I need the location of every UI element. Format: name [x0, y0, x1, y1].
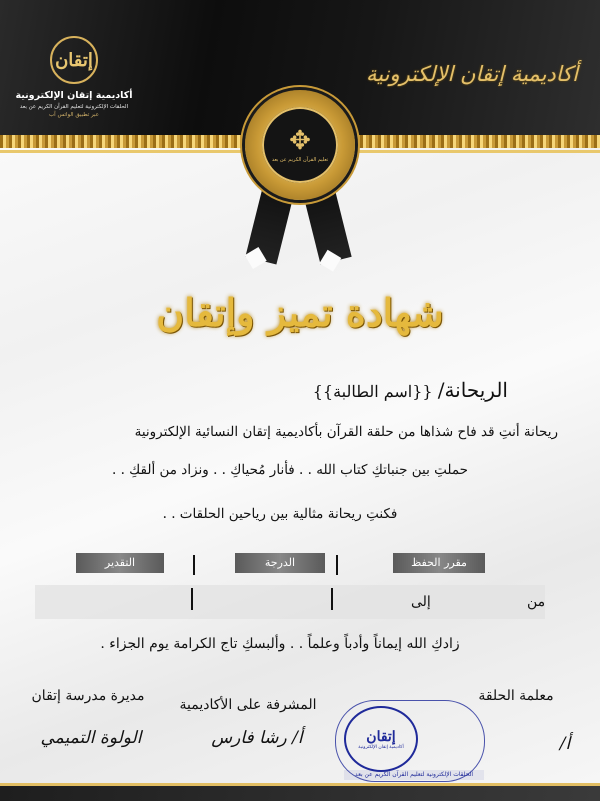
header-grade: الدرجة: [235, 553, 325, 573]
stamp-ring-text: أكاديمية إتقان الإلكترونية: [358, 744, 404, 750]
logo-tagline: الحلقات الإلكترونية لتعليم القرآن الكريم عن بعد: [19, 104, 129, 110]
column-divider: [191, 588, 193, 610]
teacher-name: أ/: [559, 734, 571, 754]
bottom-band: [0, 786, 600, 801]
principal-title: مديرة مدرسة إتقان: [31, 688, 145, 704]
closing-line: زادكِ الله إيماناً وأدباً وعلماً . . وألبسكِ تاج الكرامة يوم الجزاء .: [100, 636, 460, 652]
to-label: إلى: [411, 594, 431, 610]
column-divider: [193, 555, 195, 575]
seal-text: تعليم القرآن الكريم عن بعد: [271, 156, 329, 163]
recipient-label: الريحانة/: [437, 378, 508, 402]
stamp-mark: إتقان: [366, 728, 396, 745]
stamp-bottom-text: الحلقات الإلكترونية لتعليم القرآن الكريم عن بعد: [344, 770, 484, 780]
from-label: من: [527, 594, 546, 610]
quran-stand-icon: ✥: [289, 125, 311, 156]
certificate-title: شهادة تميز وإتقان: [156, 290, 444, 335]
header-rating: التقدير: [76, 553, 164, 573]
header-memorized: مقرر الحفظ: [393, 553, 485, 573]
logo-subtag: عبر تطبيق الواتس آب: [49, 112, 99, 118]
academy-stamp: [344, 706, 418, 772]
recipient-placeholder: {{اسم الطالبة}}: [312, 382, 433, 401]
supervisor-name: أ/ رشا فارس: [211, 728, 303, 748]
body-line-2: حملتِ بين جنباتكِ كتاب الله . . فأنار مُحياكِ . . ونزاد من ألقكِ . .: [111, 462, 469, 478]
principal-name: الولوة التميمي: [40, 728, 142, 748]
seal-center: [262, 107, 338, 183]
body-line-1: ريحانة أنتِ قد فاح شذاها من حلقة القرآن بأكاديمية إتقان النسائية الإلكترونية: [134, 424, 558, 440]
supervisor-title: المشرفة على الأكاديمية: [179, 697, 317, 713]
logo-mark-text: إتقان: [55, 49, 93, 71]
logo-name: أكاديمية إتقان الإلكترونية: [15, 90, 133, 101]
body-line-3: فكنتِ ريحانة مثالية بين رياحين الحلقات . .: [162, 506, 398, 522]
academy-logo: [14, 36, 134, 118]
column-divider: [336, 555, 338, 575]
recipient-line: [313, 378, 508, 402]
teacher-title: معلمة الحلقة: [478, 688, 554, 704]
logo-badge-icon: [50, 36, 98, 84]
table-row: [35, 585, 545, 619]
academy-title: أكاديمية إتقان الإلكترونية: [366, 62, 578, 86]
column-divider: [331, 588, 333, 610]
